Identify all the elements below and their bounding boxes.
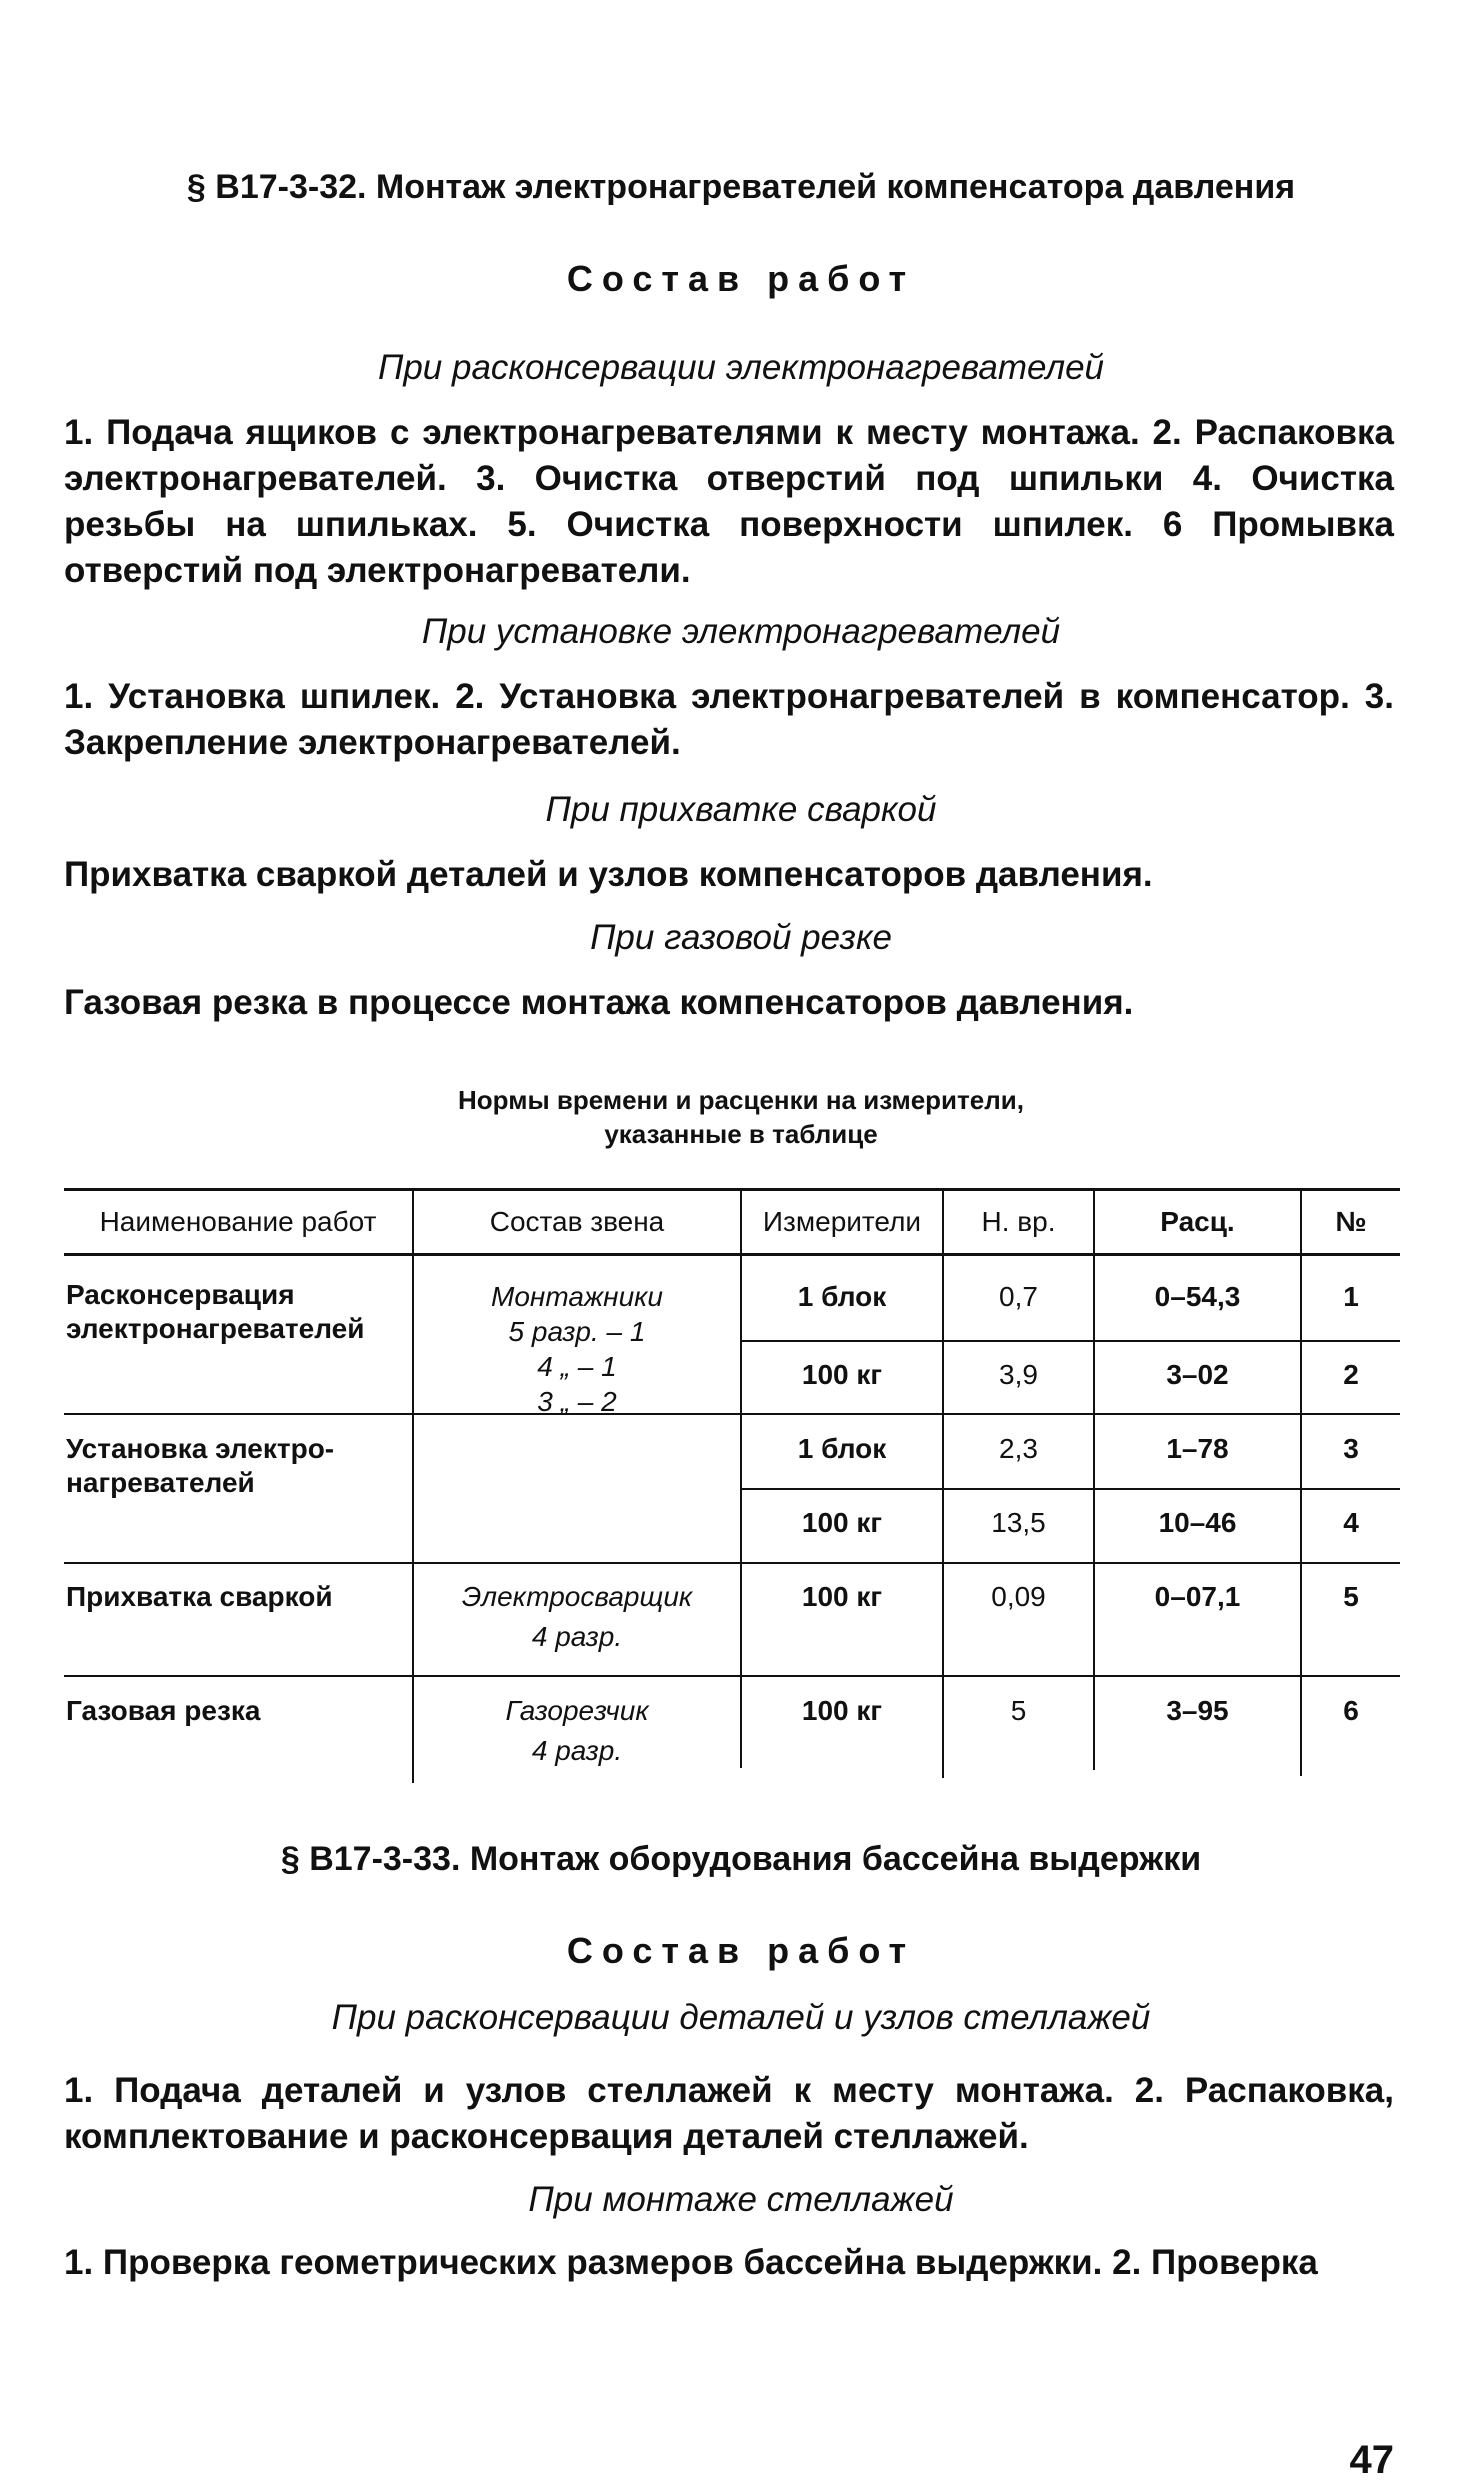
table-cell-number: 3: [1343, 1433, 1359, 1464]
subheading-gas-cutting: При газовой резке: [590, 918, 892, 957]
table-header-rule: [64, 1253, 1400, 1256]
table-caption-line1: Нормы времени и расценки на измерители,: [458, 1085, 1024, 1115]
table-cell-unit: 100 кг: [801, 1581, 883, 1612]
table-header-number: №: [1335, 1206, 1367, 1237]
section-title-b17-3-33: § В17-3-33. Монтаж оборудования бассейна выдержки: [280, 1840, 1202, 1878]
table-cell-rate: 3–02: [1166, 1359, 1229, 1390]
table-column-rule: [942, 1188, 944, 1778]
table-cell-norm: 5: [1010, 1695, 1027, 1726]
table-cell-rate: 0–54,3: [1154, 1281, 1241, 1312]
table-header-crew: Состав звена: [489, 1206, 665, 1237]
composition-heading: Состав работ: [566, 1930, 916, 1971]
table-cell-crew: 4 разр.: [531, 1735, 623, 1766]
table-header-rate: Расц.: [1160, 1206, 1235, 1237]
table-cell-number: 1: [1343, 1281, 1359, 1312]
table-cell-crew: Монтажники: [491, 1281, 663, 1312]
table-caption-line2: указанные в таблице: [604, 1119, 878, 1149]
subheading-installing-heaters: При установке электронагревателей: [421, 612, 1061, 651]
table-cell-norm: 3,9: [999, 1359, 1038, 1390]
table-cell-crew: 3 „ – 2: [537, 1386, 617, 1417]
table-cell-rate: 3–95: [1166, 1695, 1229, 1726]
table-cell-work-name: Расконсервация: [66, 1279, 295, 1310]
table-cell-work-name: Прихватка сваркой: [66, 1581, 333, 1612]
table-cell-number: 2: [1343, 1359, 1359, 1390]
paragraph-tack-welding: Прихватка сваркой деталей и узлов компенсаторов давления.: [64, 855, 1153, 894]
table-column-rule: [740, 1188, 742, 1768]
table-cell-crew: 4 „ – 1: [537, 1351, 617, 1382]
table-top-rule: [64, 1188, 1400, 1191]
subheading-tack-welding: При прихватке сваркой: [545, 790, 937, 829]
table-cell-work-name: Установка электро-: [66, 1433, 335, 1464]
table-cell-unit: 100 кг: [801, 1359, 883, 1390]
table-cell-work-name: электронагревателей: [66, 1313, 365, 1344]
paragraph-installing-heaters: 1. Установка шпилек. 2. Установка электронагревателей в компенсатор. 3. Закрепление электронагревателей.: [64, 677, 1394, 762]
table-column-rule: [1300, 1188, 1302, 1776]
paragraph-unpacking-racks: 1. Подача деталей и узлов стеллажей к месту монтажа. 2. Распаковка, комплектование и расконсервация деталей стеллажей.: [64, 2071, 1394, 2156]
table-cell-number: 5: [1343, 1581, 1359, 1612]
paragraph-gas-cutting: Газовая резка в процессе монтажа компенсаторов давления.: [64, 983, 1134, 1022]
table-cell-unit: 1 блок: [797, 1281, 887, 1312]
paragraph-unpacking-heaters: 1. Подача ящиков с электронагревателями к месту монтажа. 2. Распаковка электронагревателей. 3. Очистка отверстий под шпильки 4. Очистка резьбы на шпильках. 5. Очистка поверхности шпилек. 6 Промывка отверстий под электронагреватели.: [64, 413, 1394, 590]
table-cell-norm: 0,7: [999, 1281, 1038, 1312]
table-cell-crew: 5 разр. – 1: [508, 1316, 646, 1347]
table-group-rule: [64, 1562, 1400, 1564]
subheading-unpacking-racks: При расконсервации деталей и узлов стеллажей: [331, 1998, 1151, 2037]
table-cell-unit: 100 кг: [801, 1507, 883, 1538]
table-cell-unit: 100 кг: [801, 1695, 883, 1726]
table-cell-rate: 10–46: [1158, 1507, 1237, 1538]
table-cell-work-name: нагревателей: [66, 1467, 255, 1498]
page-number: 47: [1349, 2438, 1394, 2482]
composition-heading: Состав работ: [566, 258, 916, 299]
table-cell-rate: 0–07,1: [1154, 1581, 1241, 1612]
table-cell-norm: 2,3: [999, 1433, 1038, 1464]
table-header-unit: Измерители: [762, 1206, 922, 1237]
table-cell-number: 4: [1343, 1507, 1359, 1538]
table-column-rule: [1093, 1188, 1095, 1770]
table-cell-unit: 1 блок: [797, 1433, 887, 1464]
table-cell-norm: 13,5: [991, 1507, 1046, 1538]
paragraph-rack-assembly: 1. Проверка геометрических размеров бассейна выдержки. 2. Проверка: [64, 2243, 1318, 2282]
table-cell-norm: 0,09: [991, 1581, 1046, 1612]
table-cell-crew: 4 разр.: [531, 1621, 623, 1652]
table-cell-work-name: Газовая резка: [66, 1695, 261, 1726]
section-title-b17-3-32: § В17-3-32. Монтаж электронагревателей компенсатора давления: [186, 168, 1296, 206]
table-header-norm: Н. вр.: [981, 1206, 1056, 1237]
subheading-unpacking-heaters: При расконсервации электронагревателей: [377, 348, 1105, 387]
table-group-rule: [64, 1675, 1400, 1677]
table-cell-crew: Электросварщик: [461, 1581, 693, 1612]
table-cell-number: 6: [1343, 1695, 1359, 1726]
subheading-rack-assembly: При монтаже стеллажей: [528, 2180, 954, 2219]
table-cell-rate: 1–78: [1166, 1433, 1229, 1464]
table-cell-crew: Газорезчик: [505, 1695, 649, 1726]
table-header-name: Наименование работ: [99, 1206, 377, 1237]
